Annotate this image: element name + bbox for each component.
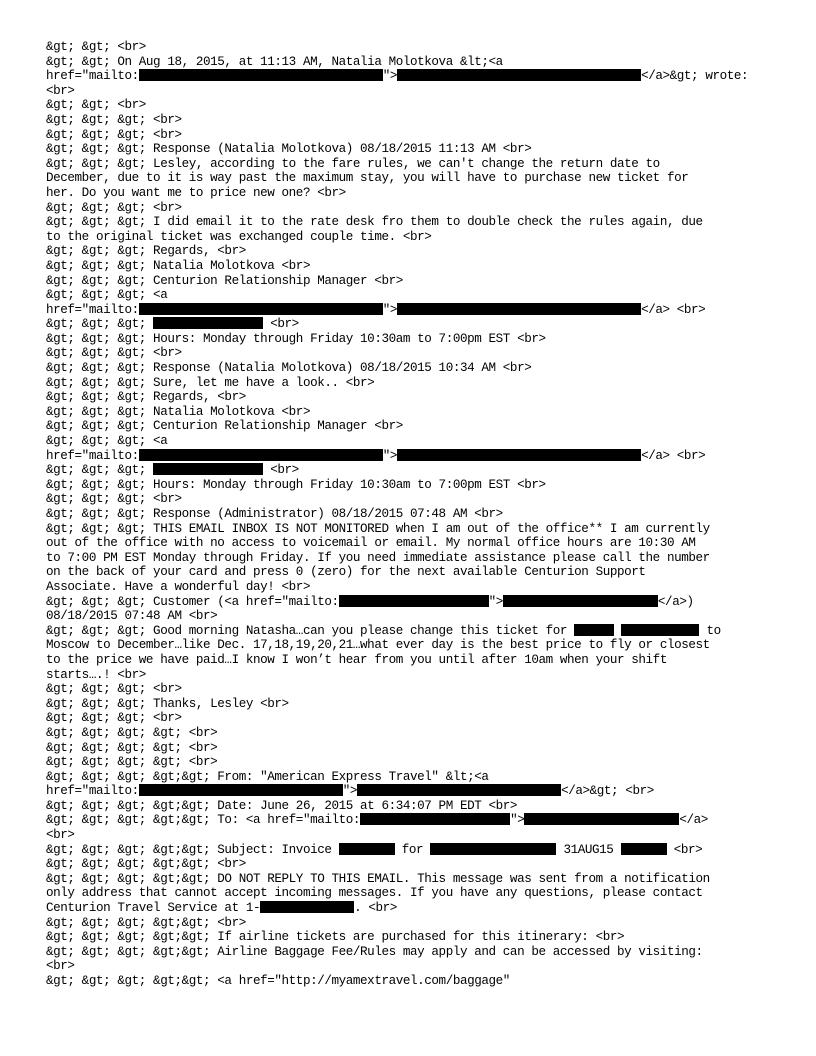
text-segment: only address that cannot accept incoming messages. If you have any questions, please contact — [46, 886, 703, 901]
text-line — [46, 317, 786, 332]
redaction-block — [430, 843, 556, 855]
redaction-block — [524, 813, 679, 825]
redaction-block — [574, 624, 614, 636]
redaction-block — [139, 784, 343, 796]
text-segment: &gt; &gt; &gt; Good morning Natasha…can you please change this ticket for — [46, 623, 575, 638]
text-segment: out of the office with no access to voicemail or email. My normal office hours are 10:30 AM — [46, 536, 696, 551]
text-segment: &gt; &gt; &gt; &gt;&gt; DO NOT REPLY TO THIS EMAIL. This message was sent from a notification — [46, 871, 710, 886]
text-segment: &gt; &gt; &gt; <br> — [46, 682, 182, 697]
text-segment: her. Do you want me to price new one? <br> — [46, 185, 346, 200]
text-segment: December, due to it is way past the maximum stay, you will have to purchase new ticket for — [46, 171, 689, 186]
redaction-block — [621, 624, 699, 636]
text-segment: to the original ticket was exchanged couple time. <br> — [46, 229, 432, 244]
text-line — [46, 945, 786, 960]
text-line — [46, 230, 786, 245]
text-segment: &gt; &gt; &gt; &gt;&gt; Date: June 26, 2015 at 6:34:07 PM EDT <br> — [46, 798, 518, 813]
text-segment: "> — [342, 784, 358, 799]
text-line — [46, 711, 786, 726]
text-segment: <br> — [46, 959, 75, 974]
text-segment: &gt; &gt; &gt; &gt;&gt; Subject: Invoice — [46, 842, 339, 857]
text-line — [46, 463, 786, 478]
text-line — [46, 624, 786, 639]
text-segment: &gt; &gt; &gt; — [46, 463, 154, 478]
text-segment: &gt; &gt; &gt; I did email it to the rate desk fro them to double check the rules again, due — [46, 215, 703, 230]
text-segment: Associate. Have a wonderful day! <br> — [46, 579, 311, 594]
text-line — [46, 551, 786, 566]
text-line — [46, 726, 786, 741]
text-line — [46, 565, 786, 580]
text-line — [46, 522, 786, 537]
text-line — [46, 274, 786, 289]
text-line — [46, 142, 786, 157]
text-line — [46, 98, 786, 113]
text-segment: </a>&gt; <br> — [561, 784, 654, 799]
redaction-block — [139, 69, 383, 81]
text-line — [46, 157, 786, 172]
redaction-block — [397, 449, 641, 461]
redaction-block — [357, 784, 561, 796]
text-segment: &gt; &gt; &gt; Regards, <br> — [46, 244, 246, 259]
redaction-block — [397, 303, 641, 315]
text-line — [46, 303, 786, 318]
text-segment: &gt; &gt; &gt; &gt;&gt; If airline tickets are purchased for this itinerary: <br> — [46, 930, 625, 945]
text-segment: &gt; &gt; &gt; &gt;&gt; <a href="http://myamextravel.com/baggage" — [46, 974, 510, 988]
text-line — [46, 653, 786, 668]
text-segment: &gt; &gt; &gt; <a — [46, 434, 168, 449]
text-line — [46, 857, 786, 872]
text-line — [46, 609, 786, 624]
text-line — [46, 813, 786, 828]
text-segment — [614, 624, 621, 638]
text-segment: "> — [382, 69, 398, 84]
text-segment: &gt; &gt; &gt; &gt;&gt; <br> — [46, 915, 246, 930]
text-segment: </a>&gt; wrote: — [641, 69, 749, 84]
text-segment: href="mailto: — [46, 69, 139, 84]
text-line — [46, 186, 786, 201]
text-segment: to — [699, 623, 721, 638]
text-segment: &gt; &gt; &gt; — [46, 317, 154, 332]
text-segment: &gt; &gt; &gt; Thanks, Lesley <br> — [46, 696, 289, 711]
redaction-block — [621, 843, 667, 855]
text-line — [46, 872, 786, 887]
text-segment: &gt; &gt; <br> — [46, 40, 146, 54]
text-segment: </a> — [679, 813, 708, 828]
text-segment: </a>) — [657, 594, 694, 609]
text-line — [46, 886, 786, 901]
text-segment: &gt; &gt; &gt; Centurion Relationship Manager <br> — [46, 419, 403, 434]
text-line — [46, 638, 786, 653]
text-segment: &gt; &gt; &gt; &gt;&gt; <br> — [46, 857, 246, 872]
text-line — [46, 668, 786, 683]
text-segment: <br> — [46, 828, 75, 843]
text-segment: &gt; &gt; &gt; Lesley, according to the fare rules, we can't change the return date to — [46, 156, 660, 171]
text-segment: "> — [382, 302, 398, 317]
text-line — [46, 580, 786, 595]
text-line — [46, 930, 786, 945]
text-segment: &gt; &gt; &gt; Sure, let me have a look.. <br> — [46, 375, 375, 390]
text-segment: &gt; &gt; &gt; Centurion Relationship Manager <br> — [46, 273, 403, 288]
text-line — [46, 288, 786, 303]
text-segment: Moscow to December…like Dec. 17,18,19,20,21…what ever day is the best price to fly or closest — [46, 638, 710, 653]
text-segment: &gt; &gt; &gt; Natalia Molotkova <br> — [46, 258, 311, 273]
text-segment: &gt; &gt; &gt; <br> — [46, 112, 182, 127]
text-line — [46, 828, 786, 843]
text-segment: &gt; &gt; &gt; Response (Administrator) 08/18/2015 07:48 AM <br> — [46, 507, 503, 521]
text-segment: &gt; &gt; &gt; Customer (<a href="mailto: — [46, 594, 339, 609]
redaction-block — [397, 69, 641, 81]
text-line — [46, 770, 786, 785]
text-line — [46, 974, 786, 989]
text-segment: <br> — [263, 317, 299, 332]
text-segment: 31AUG15 — [556, 842, 621, 857]
text-segment: to 7:00 PM EST Monday through Friday. If you need immediate assistance please call the number — [46, 550, 710, 565]
text-segment: &gt; &gt; &gt; &gt;&gt; From: "American Express Travel" &lt;<a — [46, 769, 489, 784]
text-segment: &gt; &gt; On Aug 18, 2015, at 11:13 AM, Natalia Molotkova &lt;<a — [46, 54, 503, 69]
redaction-block — [339, 843, 395, 855]
text-segment: &gt; &gt; &gt; Natalia Molotkova <br> — [46, 404, 311, 419]
text-segment: href="mailto: — [46, 448, 139, 463]
text-line — [46, 784, 786, 799]
text-segment: &gt; &gt; &gt; THIS EMAIL INBOX IS NOT MONITORED when I am out of the office** I am currently — [46, 521, 710, 536]
text-line — [46, 128, 786, 143]
redaction-block — [139, 303, 383, 315]
text-line — [46, 901, 786, 916]
text-segment: "> — [510, 813, 525, 828]
text-line — [46, 113, 786, 128]
text-segment: </a> <br> — [641, 448, 706, 463]
text-line — [46, 361, 786, 376]
text-segment: &gt; &gt; &gt; Hours: Monday through Friday 10:30am to 7:00pm EST <br> — [46, 477, 546, 492]
text-segment: &gt; &gt; &gt; &gt;&gt; Airline Baggage Fee/Rules may apply and can be accessed by visiting: — [46, 944, 703, 959]
text-segment: . <br> — [354, 901, 397, 916]
text-segment: href="mailto: — [46, 784, 139, 799]
text-segment: href="mailto: — [46, 302, 139, 317]
redaction-block — [339, 595, 489, 607]
text-segment: &gt; &gt; &gt; <br> — [46, 711, 182, 726]
text-line — [46, 346, 786, 361]
text-segment: &gt; &gt; &gt; &gt; <br> — [46, 755, 218, 770]
text-line — [46, 69, 786, 84]
redaction-block — [153, 317, 263, 329]
text-line — [46, 332, 786, 347]
text-line — [46, 434, 786, 449]
text-segment: &gt; &gt; <br> — [46, 98, 146, 113]
text-line — [46, 201, 786, 216]
text-line — [46, 536, 786, 551]
text-line — [46, 492, 786, 507]
text-line — [46, 741, 786, 756]
text-line — [46, 449, 786, 464]
text-segment: &gt; &gt; &gt; <br> — [46, 492, 182, 507]
text-line — [46, 390, 786, 405]
text-segment: <br> — [263, 463, 299, 478]
text-segment: "> — [382, 448, 398, 463]
text-line — [46, 171, 786, 186]
text-segment: &gt; &gt; &gt; <br> — [46, 346, 182, 361]
text-line — [46, 215, 786, 230]
text-segment: Centurion Travel Service at 1- — [46, 901, 261, 916]
text-segment: &gt; &gt; &gt; <br> — [46, 200, 182, 215]
text-line — [46, 595, 786, 610]
text-line — [46, 755, 786, 770]
text-line — [46, 376, 786, 391]
text-segment: &gt; &gt; &gt; &gt;&gt; To: <a href="mailto: — [46, 813, 361, 828]
text-line — [46, 55, 786, 70]
text-segment: <br> — [666, 842, 703, 857]
text-segment: 08/18/2015 07:48 AM <br> — [46, 609, 218, 624]
text-segment: &gt; &gt; &gt; Response (Natalia Molotkova) 08/18/2015 10:34 AM <br> — [46, 361, 532, 376]
text-segment: to the price we have paid…I know I won’t hear from you until after 10am when your shift — [46, 652, 667, 667]
redaction-block — [360, 813, 510, 825]
text-segment: on the back of your card and press 0 (zero) for the next available Centurion Support — [46, 565, 646, 580]
text-line — [46, 507, 786, 522]
text-segment: &gt; &gt; &gt; &gt; <br> — [46, 740, 218, 755]
text-segment: &gt; &gt; &gt; Response (Natalia Molotkova) 08/18/2015 11:13 AM <br> — [46, 142, 532, 157]
text-segment: for — [394, 842, 431, 857]
text-segment: &gt; &gt; &gt; Hours: Monday through Friday 10:30am to 7:00pm EST <br> — [46, 331, 546, 346]
text-line — [46, 419, 786, 434]
text-segment: starts….! <br> — [46, 667, 146, 682]
text-segment: &gt; &gt; &gt; <a — [46, 288, 168, 303]
redaction-block — [153, 463, 263, 475]
text-segment: </a> <br> — [641, 302, 706, 317]
redaction-block — [139, 449, 383, 461]
email-thread-document — [46, 40, 786, 989]
text-line — [46, 84, 786, 99]
text-line — [46, 916, 786, 931]
text-line — [46, 259, 786, 274]
text-line — [46, 478, 786, 493]
text-line — [46, 959, 786, 974]
text-line — [46, 799, 786, 814]
text-line — [46, 843, 786, 858]
redaction-block — [503, 595, 658, 607]
text-segment: <br> — [46, 83, 75, 98]
text-line — [46, 244, 786, 259]
text-segment: &gt; &gt; &gt; <br> — [46, 127, 182, 142]
text-segment: &gt; &gt; &gt; &gt; <br> — [46, 725, 218, 740]
text-line — [46, 682, 786, 697]
text-segment: &gt; &gt; &gt; Regards, <br> — [46, 390, 246, 405]
text-segment: "> — [488, 594, 503, 609]
text-line — [46, 697, 786, 712]
redaction-block — [260, 901, 354, 913]
text-line — [46, 405, 786, 420]
text-line — [46, 40, 786, 55]
